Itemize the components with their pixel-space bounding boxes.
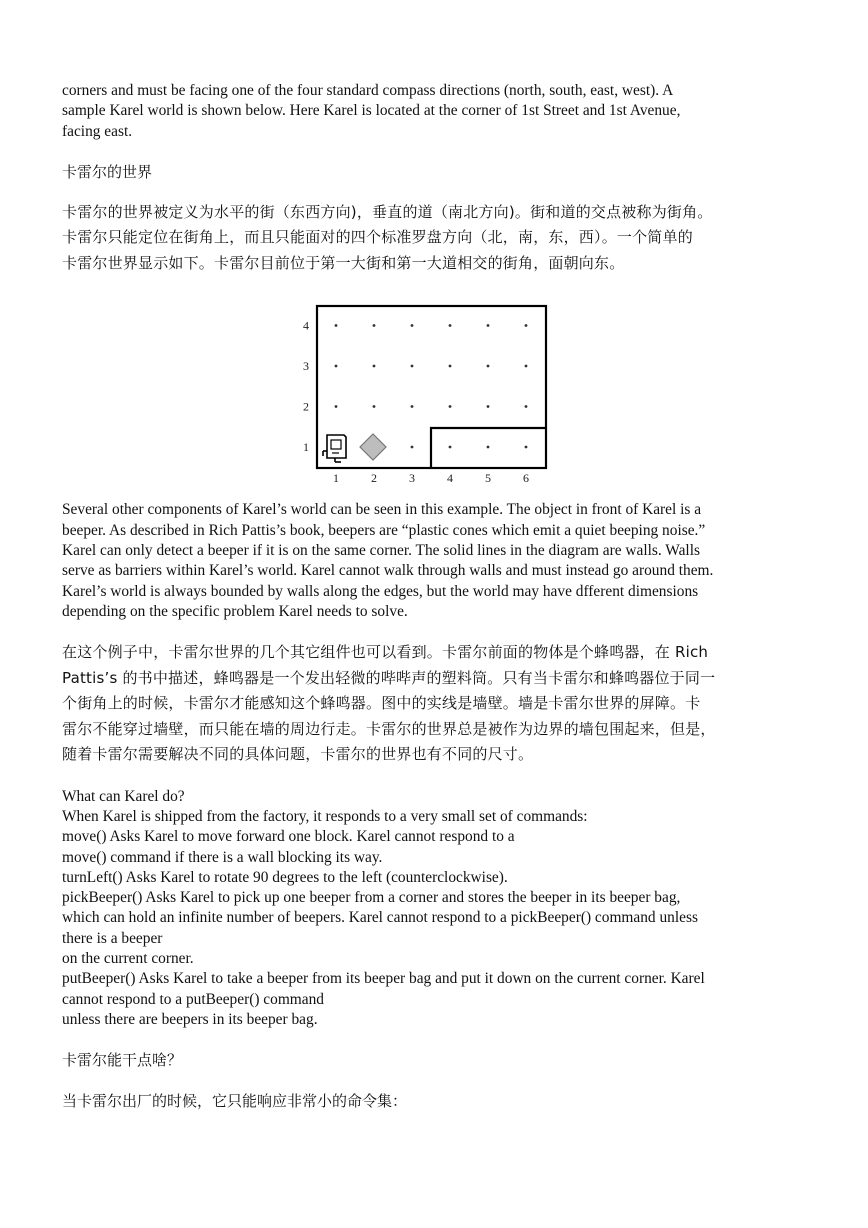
corner-dot — [487, 324, 490, 327]
text-line: pickBeeper() Asks Karel to pick up one beeper from a corner and stores the beeper in its beeper bag, — [62, 889, 681, 907]
text-line: 卡雷尔只能定位在街角上，而且只能面对的四个标准罗盘方向（北，南，东，西）。一个简单的 — [62, 228, 693, 247]
text-line: move() command if there is a wall blocking its way. — [62, 848, 383, 866]
text-line: serve as barriers within Karel’s world. Karel cannot walk through walls and must instead go around them. — [62, 562, 714, 580]
corner-dot — [525, 324, 528, 327]
street-label: 2 — [303, 399, 309, 414]
corner-dot — [373, 405, 376, 408]
text-line: corners and must be facing one of the four standard compass directions (north, south, east, west). A — [62, 82, 674, 99]
corner-dot — [525, 446, 528, 449]
corner-dot — [449, 365, 452, 368]
corner-dot — [449, 446, 452, 449]
text-line: turnLeft() Asks Karel to rotate 90 degrees to the left (counterclockwise). — [62, 868, 508, 886]
text-line: 雷尔不能穿过墙壁，而只能在墙的周边行走。卡雷尔的世界总是被作为边界的墙包围起来，但是， — [62, 719, 716, 738]
corner-dot — [449, 324, 452, 327]
avenue-label: 4 — [447, 471, 453, 485]
text-line: 卡雷尔世界显示如下。卡雷尔目前位于第一大街和第一大道相交的街角，面朝向东。 — [62, 253, 625, 272]
text-line: depending on the specific problem Karel needs to solve. — [62, 602, 408, 620]
corner-dot — [449, 405, 452, 408]
text-line: Pattis’s 的书中描述，蜂鸣器是一个发出轻微的哔哔声的塑料筒。只有当卡雷尔和蜂鸣器位于同一 — [62, 668, 716, 687]
corner-dot — [487, 446, 490, 449]
beeper-diamond — [360, 434, 386, 460]
heading-karel-world-zh: 卡雷尔的世界 — [62, 162, 153, 181]
corner-dot — [411, 324, 414, 327]
corner-dot — [411, 405, 414, 408]
corner-dot — [335, 324, 338, 327]
paragraph-components — [62, 500, 822, 622]
corner-dot — [487, 405, 490, 408]
corner-dot — [411, 446, 414, 449]
corner-dot — [487, 365, 490, 368]
corner-dot — [335, 365, 338, 368]
text-line: When Karel is shipped from the factory, it responds to a very small set of commands: — [62, 807, 588, 825]
avenue-labels — [333, 471, 529, 484]
text-line: 随着卡雷尔需要解决不同的具体问题，卡雷尔的世界也有不同的尺寸。 — [62, 745, 534, 764]
street-label: 1 — [303, 440, 309, 455]
corner-dot — [373, 324, 376, 327]
paragraph-commands — [62, 787, 822, 1031]
text-line: What can Karel do? — [62, 787, 185, 805]
text-line: move() Asks Karel to move forward one block. Karel cannot respond to a — [62, 828, 515, 846]
beeper — [360, 434, 386, 460]
text-line: cannot respond to a putBeeper() command — [62, 990, 324, 1008]
text-line: 在这个例子中，卡雷尔世界的几个其它组件也可以看到。卡雷尔前面的物体是个蜂鸣器，在 Rich — [62, 643, 709, 662]
text-line: 卡雷尔的世界被定义为水平的街（东西方向)，垂直的道（南北方向)。街和道的交点被称为街角。 — [62, 202, 713, 221]
corner-dot — [411, 365, 414, 368]
street-labels — [303, 319, 309, 455]
text-line: beeper. As described in Rich Pattis’s book, beepers are “plastic cones which emit a quiet beeping noise.” — [62, 521, 706, 539]
walls — [317, 306, 546, 468]
street-label: 4 — [303, 318, 309, 333]
text-line: Several other components of Karel’s world can be seen in this example. The object in front of Karel is a — [62, 501, 702, 519]
avenue-label: 1 — [333, 471, 339, 485]
avenue-label: 5 — [485, 471, 491, 485]
paragraph-intro — [62, 81, 822, 142]
text-line: on the current corner. — [62, 950, 194, 968]
paragraph-components-zh — [62, 640, 822, 768]
karel-robot-icon — [323, 435, 346, 462]
text-line: putBeeper() Asks Karel to take a beeper from its beeper bag and put it down on the current corner. Karel — [62, 970, 705, 988]
text-line: which can hold an infinite number of beepers. Karel cannot respond to a pickBeeper() command unless — [62, 909, 698, 927]
karel-world-figure — [62, 276, 822, 500]
text-line: sample Karel world is shown below. Here Karel is located at the corner of 1st Street and 1st Avenue, — [62, 102, 681, 120]
text-line: there is a beeper — [62, 929, 163, 947]
street-label: 3 — [303, 359, 309, 374]
corner-dot — [525, 405, 528, 408]
avenue-label: 3 — [409, 471, 415, 485]
heading-what-can-karel-do-zh: 卡雷尔能干点啥？ — [62, 1051, 183, 1070]
paragraph-intro-zh — [62, 200, 822, 277]
text-line: unless there are beepers in its beeper bag. — [62, 1010, 318, 1028]
text-line: Karel’s world is always bounded by walls along the edges, but the world may have dfferent dimensions — [62, 582, 699, 600]
karel-world-diagram — [296, 294, 556, 484]
text-line: facing east. — [62, 122, 133, 140]
document-page — [62, 81, 822, 1112]
corner-dot — [335, 405, 338, 408]
corner-dot — [373, 365, 376, 368]
avenue-label: 2 — [371, 471, 377, 485]
text-line: 个街角上的时候，卡雷尔才能感知这个蜂鸣器。图中的实线是墙壁。墙是卡雷尔世界的屏障。卡 — [62, 694, 701, 713]
avenue-label: 6 — [523, 471, 529, 485]
paragraph-commands-zh: 当卡雷尔出厂的时候，它只能响应非常小的命令集： — [62, 1092, 408, 1111]
corner-dot — [525, 365, 528, 368]
text-line: Karel can only detect a beeper if it is on the same corner. The solid lines in the diagram are walls. Walls — [62, 541, 700, 559]
